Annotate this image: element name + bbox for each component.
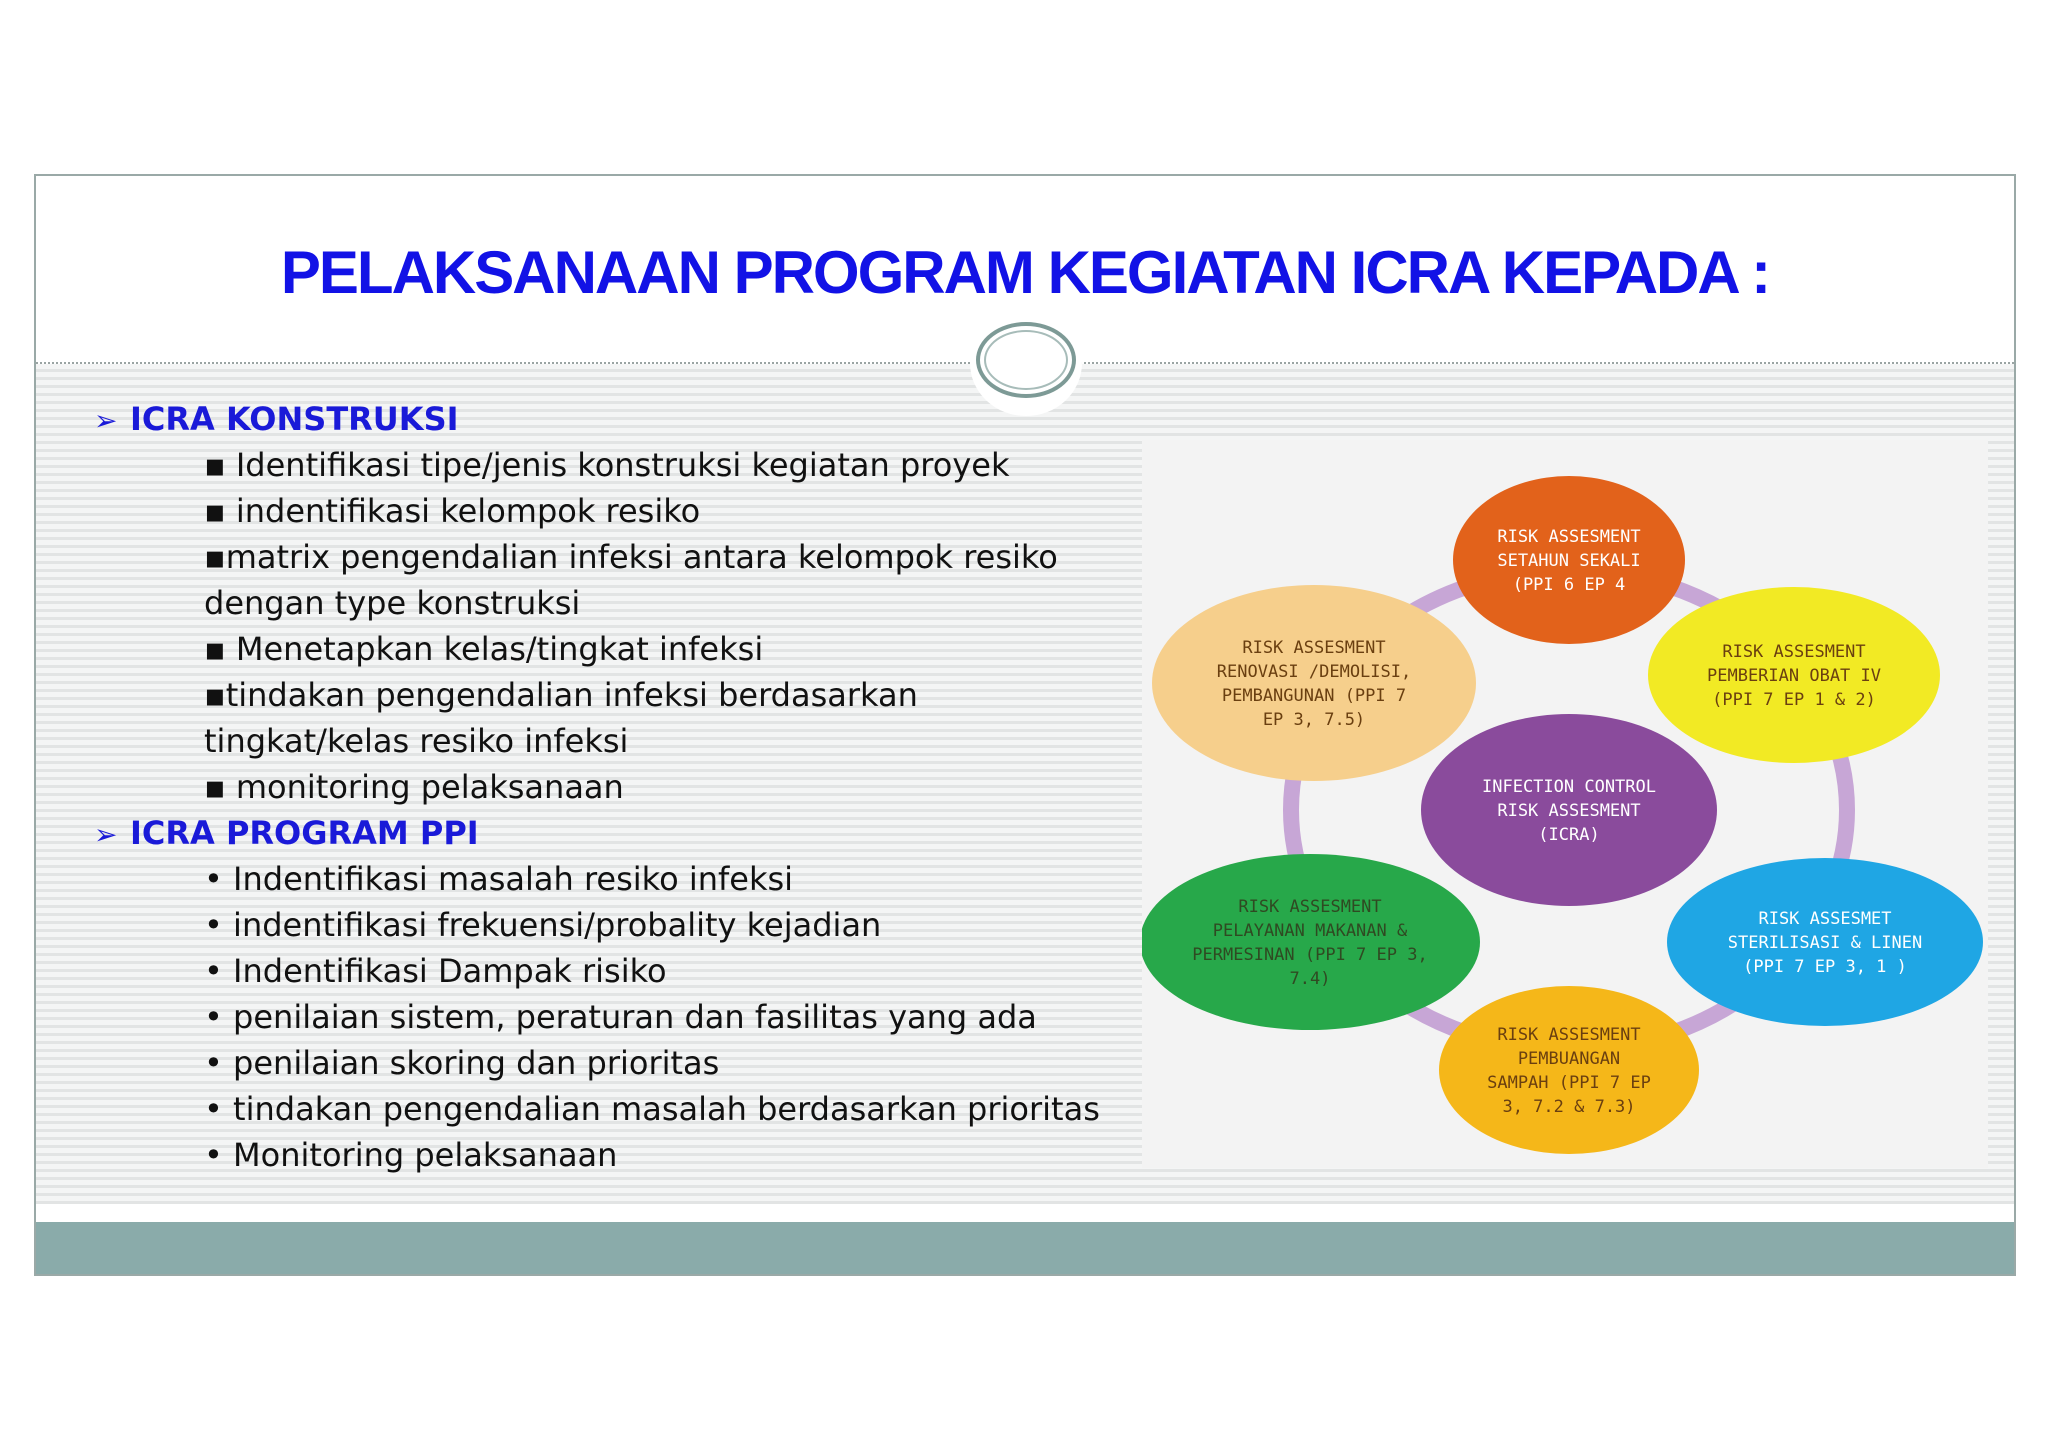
node-pelayanan-makanan-label: 7.4) bbox=[1289, 969, 1331, 989]
icra-cycle-diagram bbox=[1142, 440, 1988, 1168]
list-item: • penilaian skoring dan prioritas bbox=[204, 1044, 720, 1082]
node-pembuangan-sampah-label: SAMPAH (PPI 7 EP bbox=[1487, 1073, 1651, 1093]
node-sterilisasi-linen-label: STERILISASI & LINEN bbox=[1727, 933, 1923, 953]
node-setahun-sekali-label: (PPI 6 EP 4 bbox=[1512, 575, 1626, 595]
list-item: • tindakan pengendalian masalah berdasarkan prioritas bbox=[204, 1090, 1100, 1128]
node-renovasi-demolisi bbox=[1152, 585, 1476, 781]
node-setahun-sekali bbox=[1453, 476, 1685, 644]
section-heading-label: ICRA KONSTRUKSI bbox=[130, 400, 459, 438]
node-pelayanan-makanan-label: PELAYANAN MAKANAN & bbox=[1212, 921, 1408, 941]
list-item: • Indentifikasi Dampak risiko bbox=[204, 952, 667, 990]
node-center-icra-label: INFECTION CONTROL bbox=[1482, 777, 1656, 797]
section-heading-icra-program-ppi bbox=[94, 810, 1114, 856]
node-sterilisasi-linen-label: (PPI 7 EP 3, 1 ) bbox=[1743, 957, 1907, 977]
node-pembuangan-sampah-shape bbox=[1439, 986, 1699, 1154]
node-sterilisasi-linen bbox=[1667, 858, 1983, 1026]
ornament-ring-icon bbox=[976, 322, 1076, 398]
node-pemberian-obat-iv-label: RISK ASSESMENT bbox=[1722, 642, 1866, 662]
node-pelayanan-makanan-label: PERMESINAN (PPI 7 EP 3, bbox=[1192, 945, 1428, 965]
node-pemberian-obat-iv bbox=[1648, 587, 1940, 763]
node-pembuangan-sampah-label: 3, 7.2 & 7.3) bbox=[1502, 1097, 1636, 1117]
node-renovasi-demolisi-label: EP 3, 7.5) bbox=[1262, 710, 1366, 730]
node-pembuangan-sampah-label: PEMBUANGAN bbox=[1517, 1049, 1621, 1069]
node-setahun-sekali-label: SETAHUN SEKALI bbox=[1497, 551, 1641, 571]
section-heading-icra-konstruksi bbox=[94, 396, 1114, 442]
slide-title: PELAKSANAAN PROGRAM KEGIATAN ICRA KEPADA : bbox=[280, 239, 1770, 306]
node-renovasi-demolisi-label: RENOVASI /DEMOLISI, bbox=[1216, 662, 1412, 682]
list-item: dengan type konstruksi bbox=[204, 584, 581, 622]
node-renovasi-demolisi-label: RISK ASSESMENT bbox=[1242, 638, 1386, 658]
node-pelayanan-makanan bbox=[1142, 854, 1480, 1030]
list-item: tingkat/kelas resiko infeksi bbox=[204, 722, 629, 760]
bullet-list bbox=[94, 396, 1114, 1178]
list-item: ▪ Menetapkan kelas/tingkat infeksi bbox=[204, 630, 764, 668]
list-item: • indentifikasi frekuensi/probality kejadian bbox=[204, 906, 882, 944]
arrow-bullet-icon: ➢ bbox=[94, 404, 118, 437]
list-item: • Monitoring pelaksanaan bbox=[204, 1136, 618, 1174]
node-pembuangan-sampah bbox=[1439, 986, 1699, 1154]
footer-bar bbox=[36, 1222, 2014, 1274]
node-center-icra bbox=[1421, 714, 1717, 906]
list-item: • Indentifikasi masalah resiko infeksi bbox=[204, 860, 794, 898]
node-setahun-sekali-label: RISK ASSESMENT bbox=[1497, 527, 1641, 547]
list-item: ▪ Identifikasi tipe/jenis konstruksi kegiatan proyek bbox=[204, 446, 1010, 484]
list-item: ▪tindakan pengendalian infeksi berdasarkan bbox=[204, 676, 918, 714]
arrow-bullet-icon: ➢ bbox=[94, 818, 118, 851]
node-pemberian-obat-iv-label: (PPI 7 EP 1 & 2) bbox=[1712, 690, 1876, 710]
section-heading-label: ICRA PROGRAM PPI bbox=[130, 814, 479, 852]
node-renovasi-demolisi-shape bbox=[1152, 585, 1476, 781]
node-pembuangan-sampah-label: RISK ASSESMENT bbox=[1497, 1025, 1641, 1045]
node-sterilisasi-linen-label: RISK ASSESMET bbox=[1758, 909, 1892, 929]
node-center-icra-label: RISK ASSESMENT bbox=[1497, 801, 1641, 821]
list-item: ▪matrix pengendalian infeksi antara kelompok resiko bbox=[204, 538, 1058, 576]
node-pelayanan-makanan-shape bbox=[1142, 854, 1480, 1030]
slide bbox=[34, 174, 2016, 1276]
node-center-icra-label: (ICRA) bbox=[1538, 825, 1600, 845]
list-item: • penilaian sistem, peraturan dan fasilitas yang ada bbox=[204, 998, 1037, 1036]
node-pemberian-obat-iv-label: PEMBERIAN OBAT IV bbox=[1707, 666, 1881, 686]
list-item: ▪ monitoring pelaksanaan bbox=[204, 768, 624, 806]
list-item: ▪ indentifikasi kelompok resiko bbox=[204, 492, 701, 530]
node-pelayanan-makanan-label: RISK ASSESMENT bbox=[1238, 897, 1382, 917]
node-renovasi-demolisi-label: PEMBANGUNAN (PPI 7 bbox=[1221, 686, 1407, 706]
